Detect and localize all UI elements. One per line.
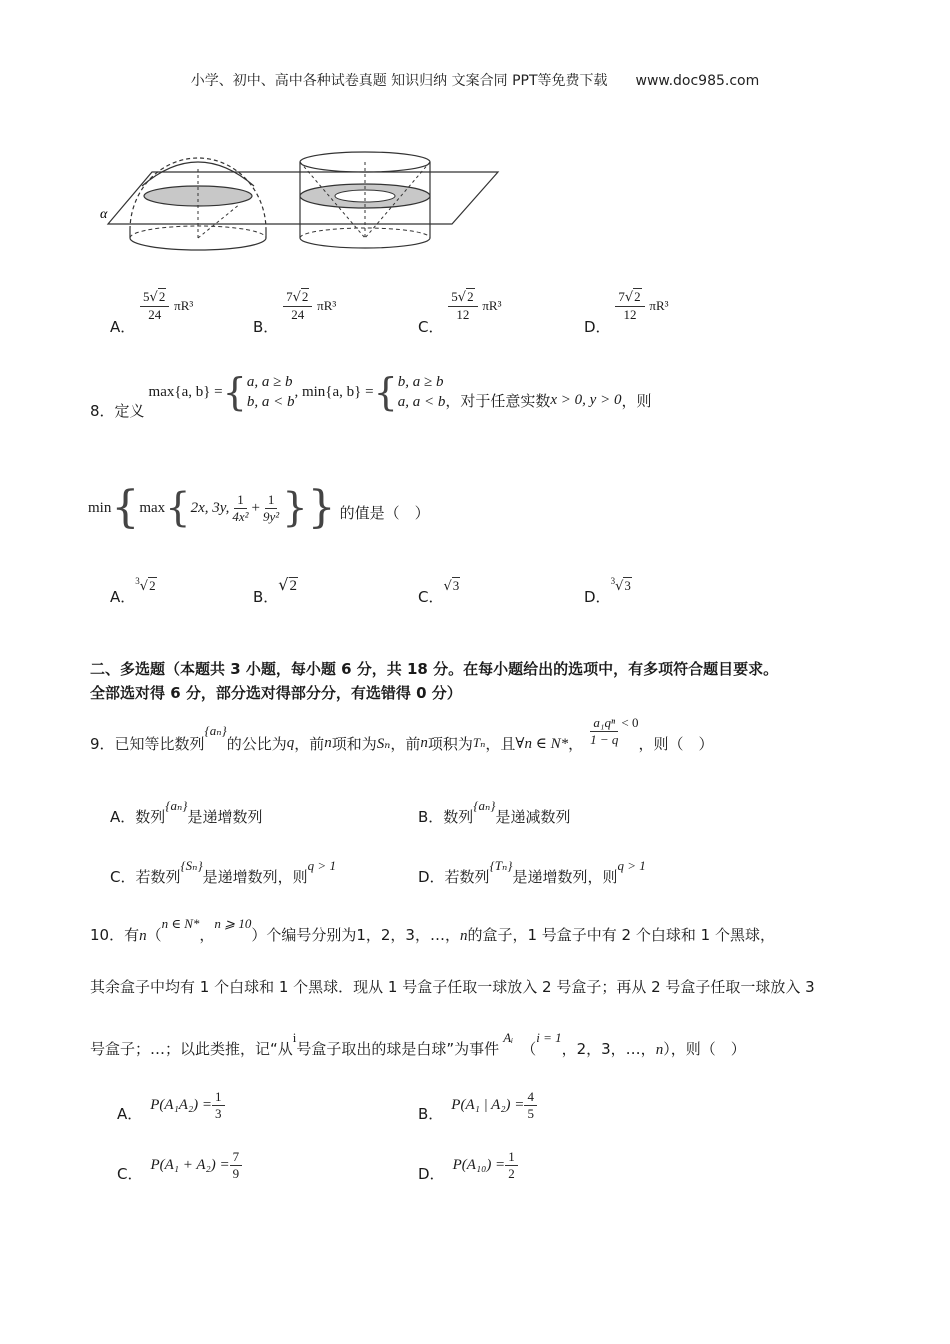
- geometry-figure: [80, 148, 510, 258]
- q7-b-fraction: $\frac{7√2}{24}$: [283, 290, 312, 321]
- q8-expression: min { max { 2x, 3y, $\frac{1}{\text{4x²}}$ + $\frac{1}{\text{9y²}}$ } } 的值是（ ）: [88, 482, 430, 533]
- q7-option-d[interactable]: D． $\frac{7√2}{12}$ πR³: [584, 289, 669, 337]
- q9-option-b[interactable]: B．数列{aₙ}是递减数列: [418, 798, 571, 826]
- q7-option-c[interactable]: C． $\frac{5√2}{12}$ πR³: [418, 289, 502, 337]
- q10-option-d[interactable]: D． P(A₁₀) = $\frac{1}{2}$: [418, 1150, 518, 1180]
- q10-stem-line3: 号盒子；…；以此类推，记“从i号盒子取出的球是白球”为事件Aᵢ（i = 1，2，3，…，n），则（ ）: [90, 1030, 746, 1058]
- q9-option-c[interactable]: C．若数列{Sₙ}是递增数列，则q > 1: [110, 858, 336, 886]
- q9-stem: 9．已知等比数列 {aₙ} 的公比为 q ，前 n 项和为 Sₙ ，前 n 项积为 Tₙ ，且 ∀n ∈ N* ， $\frac{\text{a₁qⁿ}}{1 - q}$ < 0 ，则（ ）: [90, 715, 714, 753]
- section-2-heading-line2: 全部选对得 6 分，部分选对得部分分，有选错得 0 分）: [90, 684, 462, 702]
- q10-option-c[interactable]: C． P(A₁ + A₂) = $\frac{7}{9}$: [117, 1150, 242, 1180]
- q7-a-fraction: $\frac{5√2}{24}$: [140, 290, 169, 321]
- q9-option-d[interactable]: D．若数列{Tₙ}是递增数列，则q > 1: [418, 858, 646, 886]
- q9-option-a[interactable]: A．数列{aₙ}是递增数列: [110, 798, 263, 826]
- q10-stem-line2: 其余盒子中均有 1 个白球和 1 个黑球．现从 1 号盒子任取一球放入 2 号盒子；再从 2 号盒子任取一球放入 3: [90, 978, 815, 996]
- q8-stem: 8．定义 max{a, b} = { a, a ≥ b b, a < b , min{a, b} = { b, a ≥ b a, a < b ，对于任意实数 x > 0, y > 0 ，则: [90, 370, 652, 420]
- q8-option-a[interactable]: A．$^3$√2: [110, 576, 156, 606]
- q10-option-b[interactable]: B． P(A₁ | A₂) = $\frac{4}{5}$: [418, 1090, 537, 1120]
- section-2-heading-line1: 二、多选题（本题共 3 小题，每小题 6 分，共 18 分。在每小题给出的选项中，有多项符合题目要求。: [90, 660, 779, 678]
- hemisphere-radius: [198, 204, 240, 238]
- cylinder-base-front: [300, 238, 430, 248]
- q8-option-b[interactable]: B．√2: [253, 575, 297, 606]
- q8-option-c[interactable]: C．√3: [418, 578, 460, 606]
- q7-option-b[interactable]: B． $\frac{7√2}{24}$ πR³: [253, 289, 337, 337]
- q7-d-fraction: $\frac{7√2}{12}$: [615, 290, 644, 321]
- q7-option-a[interactable]: A． $\frac{5√2}{24}$ πR³: [110, 289, 194, 337]
- page-header: 小学、初中、高中各种试卷真题 知识归纳 文案合同 PPT等免费下载 www.doc985.com: [190, 73, 760, 89]
- q10-stem-line1: 10．有n（n ∈ N*，n ⩾ 10）个编号分别为1，2，3，…，n的盒子，1 号盒子中有 2 个白球和 1 个黑球，: [90, 916, 775, 944]
- hemisphere-base-front: [130, 230, 266, 250]
- q10-option-a[interactable]: A． P(A₁A₂) = $\frac{1}{3}$: [117, 1090, 225, 1120]
- plane-label: α: [100, 207, 108, 222]
- q8-option-d[interactable]: D．$^3$√3: [584, 576, 631, 606]
- q7-c-fraction: $\frac{5√2}{12}$: [448, 290, 477, 321]
